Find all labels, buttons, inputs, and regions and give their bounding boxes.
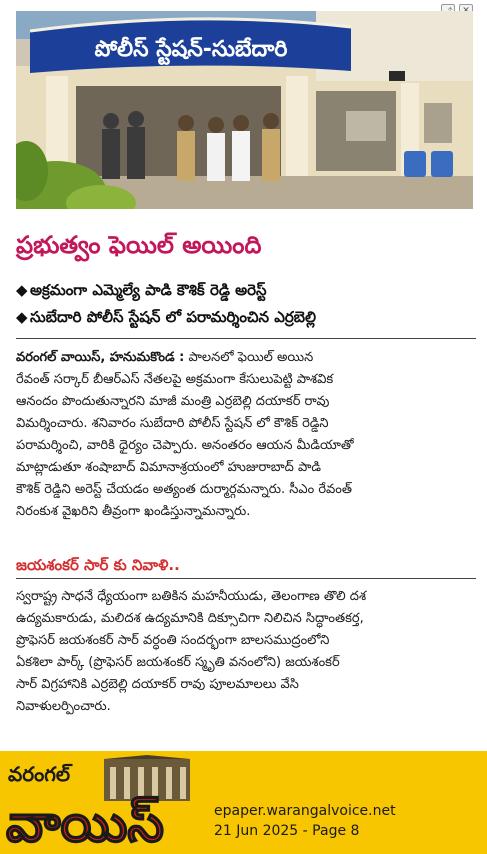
subheading: జయశంకర్ సార్ కు నివాళి.. <box>16 556 180 574</box>
bullet-point <box>16 279 476 301</box>
paragraph-line: కౌశిక్ రెడ్డిని అరెస్ట్ చేయడం అత్యంత దుర్మార్గమన్నారు. సీఎం రేవంత్ <box>16 482 352 497</box>
edition-date-page: 21 Jun 2025 - Page 8 <box>214 823 360 839</box>
bullet-diamond-icon: ◆ <box>16 308 28 326</box>
paragraph-line: నిరంకుశ వైఖరిని తీవ్రంగా ఖండిస్తున్నామన్నారు. <box>16 504 251 519</box>
paragraph-line: ప్రొఫెసర్ జయశంకర్ సార్ వర్ధంతి సందర్భంగా బాలసముద్రంలోని <box>16 633 330 648</box>
bullet-diamond-icon: ◆ <box>16 281 28 299</box>
bullet-point <box>16 306 476 328</box>
police-station-scene <box>16 11 473 209</box>
signboard-text: పోలీస్ స్టేషన్-సుబేదారి <box>94 37 288 62</box>
warangal-voice-logo <box>4 755 200 851</box>
bullet-text: అక్రమంగా ఎమ్మెల్యే పాడి కౌశిక్ రెడ్డి అరెస్ట్ <box>30 281 267 299</box>
news-photo <box>16 11 473 209</box>
paragraph-line: నివాళులర్పించారు. <box>16 699 111 714</box>
paragraph-line: రేవంత్ సర్కార్ బీఆర్ఎస్ నేతలపై అక్రమంగా కేసులుపెట్టి పాశవిక <box>16 372 334 387</box>
paragraph-line: ఏకశిలా పార్క్ (ప్రొఫెసర్ జయశంకర్ స్మృతి వనంలోని) జయశంకర్ <box>16 655 340 670</box>
paragraph-line: ఆనందం పొందుతున్నారని మాజీ మంత్రి ఎర్రబెల్లి దయాకర్ రావు <box>16 394 330 409</box>
logo-main-text: వాయిస్ <box>6 794 164 851</box>
paragraph-text: పాలనలో ఫెయిల్ అయిన <box>188 350 314 365</box>
headline: ప్రభుత్వం ఫెయిల్ అయింది <box>16 231 262 259</box>
article-paragraph <box>16 347 478 523</box>
epaper-url[interactable]: epaper.warangalvoice.net <box>214 803 396 819</box>
paragraph-line: స్వరాష్ట్ర సాధనే ధ్యేయంగా బతికిన మహనీయుడు, తెలంగాణ తొలి దశ <box>16 589 367 604</box>
dateline: వరంగల్ వాయిస్, హనుమకొండ : <box>16 350 185 365</box>
bullet-text: సుబేదారి పోలీస్ స్టేషన్ లో పరామర్శించిన ఎర్రబెల్లి <box>30 308 317 326</box>
paragraph-line: మాట్లాడుతూ శంషాబాద్ విమానాశ్రయంలో హుజురాబాద్ పాడి <box>16 460 321 475</box>
article-paragraph <box>16 586 478 718</box>
paragraph-line: సార్ విగ్రహానికి ఎర్రబెల్లి దయాకర్ రావు పూలమాలలు వేసి <box>16 677 299 692</box>
divider <box>16 578 476 579</box>
logo-top-text: వరంగల్ <box>8 762 71 786</box>
divider <box>16 338 476 339</box>
paragraph-line <box>16 347 478 369</box>
paragraph-line: విమర్శించారు. శనివారం సుబేదారి పోలీస్ స్టేషన్ లో కౌశిక్ రెడ్డిని <box>16 416 329 431</box>
paragraph-line: పరామర్శించి, వారికి ధైర్యం చెప్పారు. అనంతరం ఆయన మీడియాతో <box>16 438 354 453</box>
paragraph-line: ఉద్యమకారుడు, మలిదశ ఉద్యమానికి దిక్సూచిగా నిలిచిన సిద్ధాంతకర్త, <box>16 611 364 626</box>
